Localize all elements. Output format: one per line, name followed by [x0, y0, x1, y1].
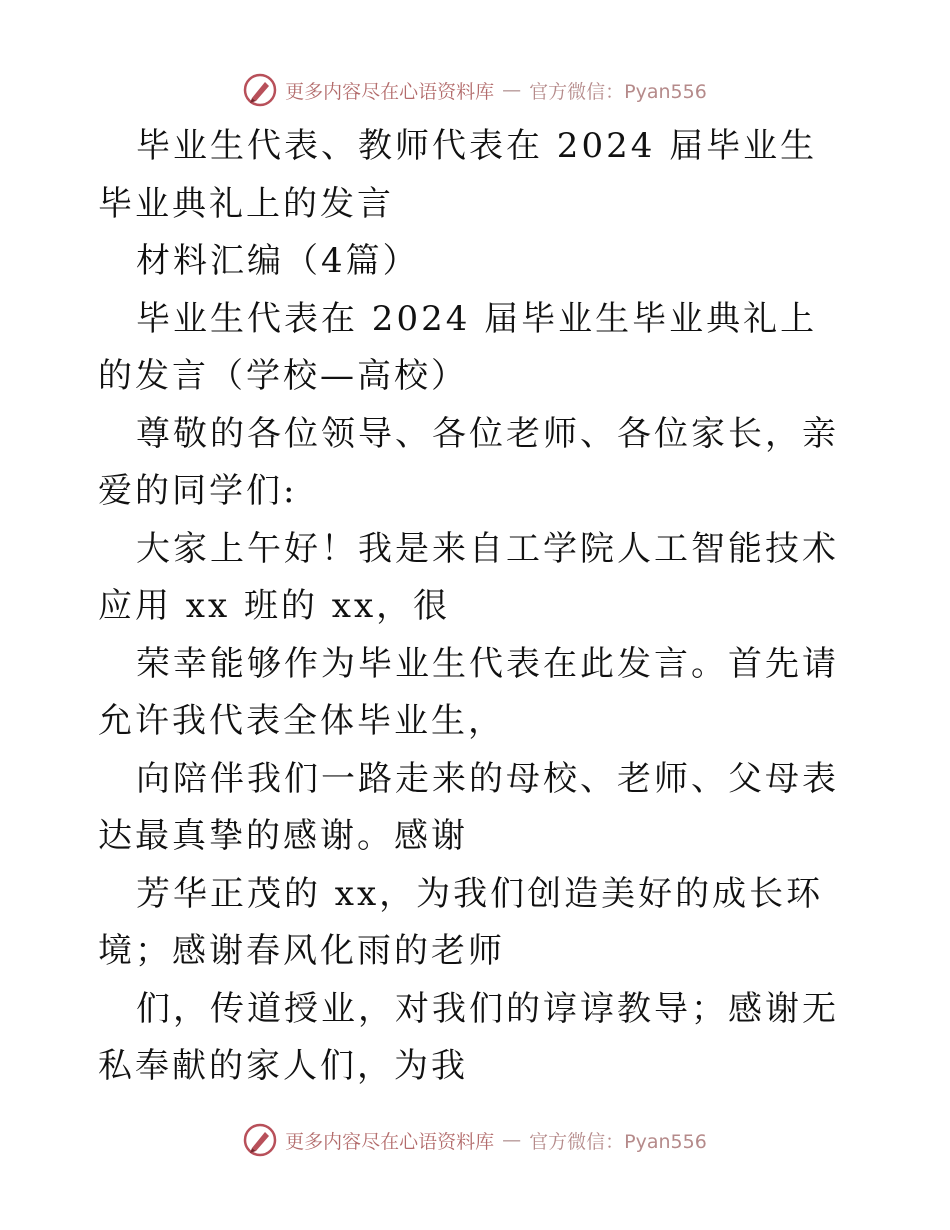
- body-paragraph: 大家上午好！我是来自工学院人工智能技术应用 xx 班的 xx，很: [98, 528, 839, 626]
- salutation: 尊敬的各位领导、各位老师、各位家长，亲爱的同学们:: [98, 413, 839, 511]
- watermark-wechat: 官方微信：Pyan556: [529, 1130, 707, 1153]
- document-title: 毕业生代表、教师代表在 2024 届毕业生毕业典礼上的发言: [98, 126, 818, 224]
- body-paragraph: 向陪伴我们一路走来的母校、老师、父母表达最真挚的感谢。感谢: [98, 758, 839, 856]
- section-title: 毕业生代表在 2024 届毕业生毕业典礼上的发言（学校—高校）: [98, 298, 818, 396]
- watermark-separator: —: [502, 79, 522, 101]
- document-subtitle: 材料汇编（4篇）: [136, 241, 420, 281]
- body-paragraph: 荣幸能够作为毕业生代表在此发言。首先请允许我代表全体毕业生，: [98, 643, 839, 741]
- watermark-text: 更多内容尽在心语资料库: [285, 80, 495, 103]
- body-paragraph: 们，传道授业，对我们的谆谆教导；感谢无私奉献的家人们，为我: [98, 988, 839, 1086]
- watermark-separator: —: [502, 1129, 522, 1151]
- body-paragraph: 芳华正茂的 xx，为我们创造美好的成长环境；感谢春风化雨的老师: [98, 873, 824, 971]
- watermark-text: 更多内容尽在心语资料库: [285, 1130, 495, 1153]
- watermark-wechat: 官方微信：Pyan556: [529, 80, 707, 103]
- pen-logo-icon: [243, 1123, 277, 1157]
- pen-logo-icon: [243, 73, 277, 107]
- document-body: [98, 118, 852, 1096]
- footer-watermark: [0, 1120, 950, 1160]
- header-watermark: [0, 70, 950, 110]
